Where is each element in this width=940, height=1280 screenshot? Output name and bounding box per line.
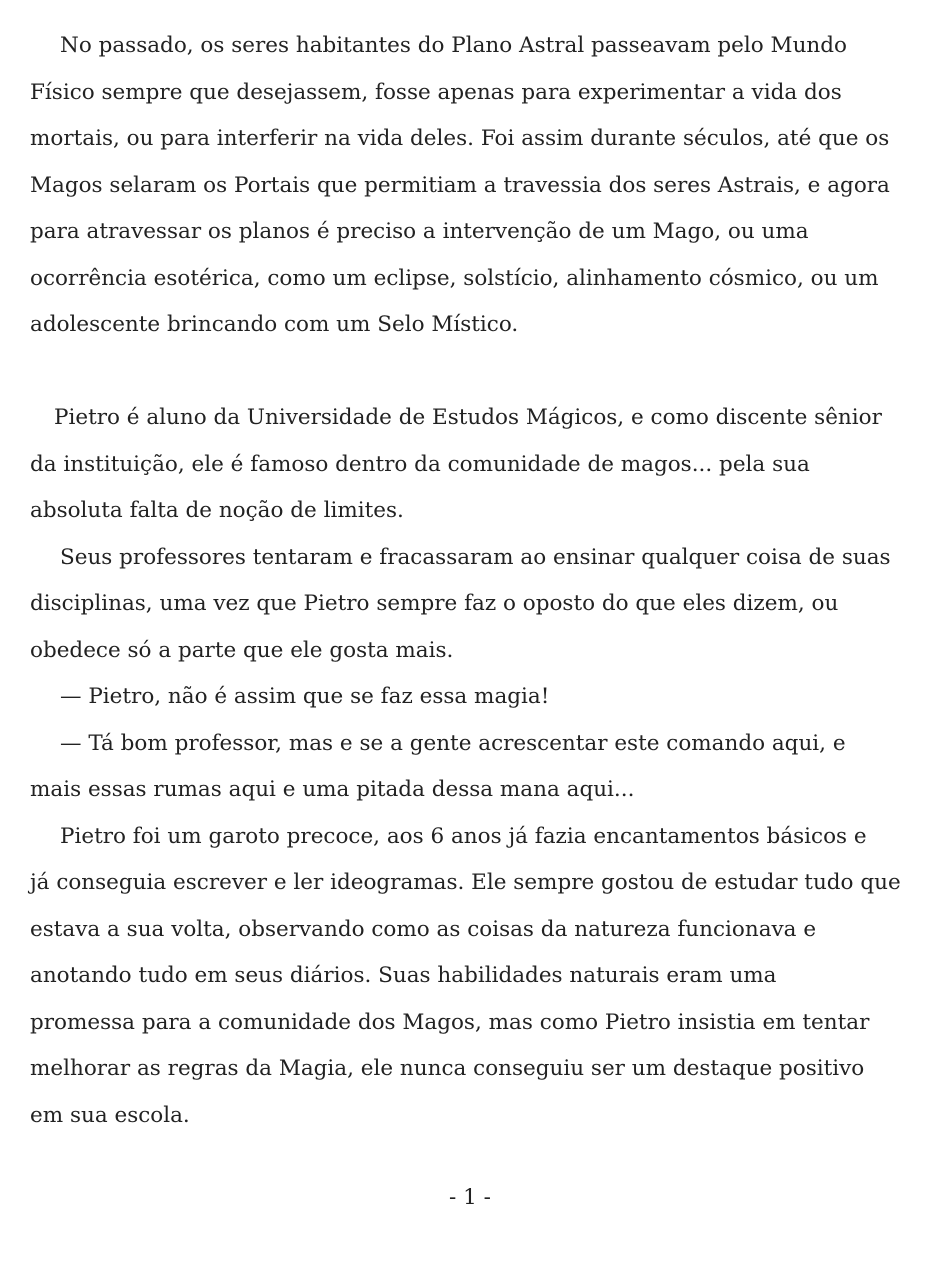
text-line: já conseguia escrever e ler ideogramas. Ele sempre gostou de estudar tudo que bbox=[30, 870, 901, 895]
text-line: Magos selaram os Portais que permitiam a travessia dos seres Astrais, e agora bbox=[30, 172, 890, 198]
text-line: mais essas rumas aqui e uma pitada dessa mana aqui... bbox=[30, 777, 635, 802]
paragraph-childhood bbox=[30, 814, 910, 1140]
page-number: - 1 - bbox=[449, 1185, 491, 1210]
text-line: melhorar as regras da Magia, ele nunca conseguiu ser um destaque positivo bbox=[30, 1056, 865, 1081]
text-line: em sua escola. bbox=[30, 1102, 190, 1128]
page-body bbox=[30, 23, 910, 1139]
text-line: absoluta falta de noção de limites. bbox=[30, 498, 404, 523]
paragraph-astral-plane bbox=[30, 23, 910, 349]
text-line: para atravessar os planos é preciso a intervenção de um Mago, ou uma bbox=[30, 219, 809, 244]
text-line: anotando tudo em seus diários. Suas habilidades naturais eram uma bbox=[30, 963, 777, 988]
paragraph-dialogue-professor bbox=[30, 674, 910, 721]
text-line: obedece só a parte que ele gosta mais. bbox=[30, 637, 454, 663]
text-line: adolescente brincando com um Selo Místico. bbox=[30, 312, 519, 337]
text-line: — Pietro, não é assim que se faz essa magia! bbox=[60, 684, 550, 709]
text-line: promessa para a comunidade dos Magos, mas como Pietro insistia em tentar bbox=[30, 1009, 870, 1035]
text-line: Pietro é aluno da Universidade de Estudos Mágicos, e como discente sênior bbox=[54, 405, 882, 430]
paragraph-spacer bbox=[30, 349, 910, 396]
text-line: da instituição, ele é famoso dentro da comunidade de magos... pela sua bbox=[30, 451, 810, 477]
text-line: Seus professores tentaram e fracassaram ao ensinar qualquer coisa de suas bbox=[60, 544, 891, 570]
text-line: mortais, ou para interferir na vida deles. Foi assim durante séculos, até que os bbox=[30, 126, 890, 151]
paragraph-pietro-intro bbox=[30, 395, 910, 535]
text-line: — Tá bom professor, mas e se a gente acrescentar este comando aqui, e bbox=[60, 730, 846, 756]
text-line: ocorrência esotérica, como um eclipse, solstício, alinhamento cósmico, ou um bbox=[30, 265, 879, 291]
text-line: estava a sua volta, observando como as coisas da natureza funcionava e bbox=[30, 916, 817, 942]
text-line: Físico sempre que desejassem, fosse apenas para experimentar a vida dos bbox=[30, 79, 842, 105]
paragraph-dialogue-pietro bbox=[30, 721, 910, 814]
text-line: No passado, os seres habitantes do Plano Astral passeavam pelo Mundo bbox=[60, 33, 847, 58]
paragraph-professors bbox=[30, 535, 910, 675]
text-line: Pietro foi um garoto precoce, aos 6 anos já fazia encantamentos básicos e bbox=[60, 823, 867, 849]
text-line: disciplinas, uma vez que Pietro sempre faz o oposto do que eles dizem, ou bbox=[30, 591, 839, 616]
